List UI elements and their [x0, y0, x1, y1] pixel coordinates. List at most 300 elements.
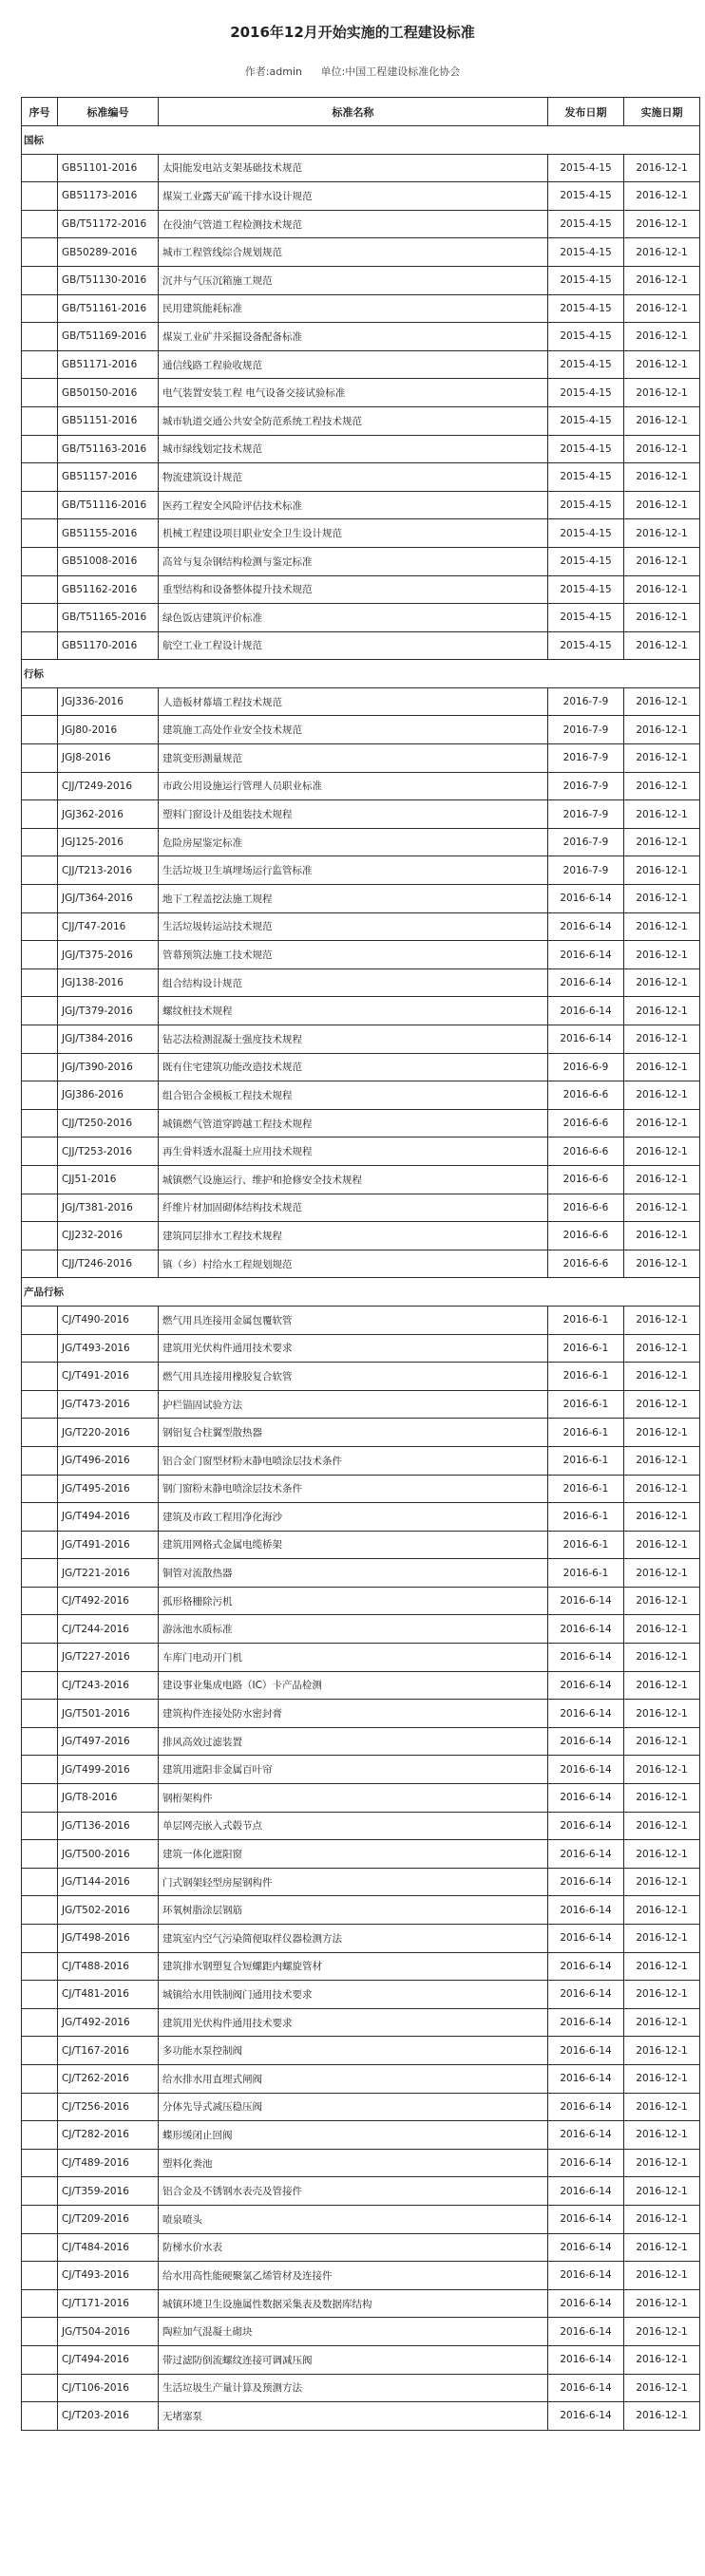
- cell-name: 建筑同层排水工程技术规程: [159, 1222, 548, 1250]
- cell-publish-date: 2016-7-9: [548, 800, 624, 829]
- cell-effective-date: 2016-12-1: [624, 2008, 700, 2037]
- table-row: [22, 1503, 700, 1532]
- cell-name: 建筑施工高处作业安全技术规范: [159, 716, 548, 744]
- cell-no: [22, 968, 58, 997]
- cell-no: [22, 1363, 58, 1391]
- cell-effective-date: 2016-12-1: [624, 1165, 700, 1194]
- table-row: [22, 154, 700, 182]
- cell-effective-date: 2016-12-1: [624, 800, 700, 829]
- cell-publish-date: 2016-6-6: [548, 1165, 624, 1194]
- table-row: [22, 1053, 700, 1081]
- cell-effective-date: 2016-12-1: [624, 772, 700, 800]
- table-row: [22, 2345, 700, 2374]
- cell-publish-date: 2015-4-15: [548, 210, 624, 238]
- cell-no: [22, 1165, 58, 1194]
- cell-name: 建筑变形测量规范: [159, 744, 548, 773]
- cell-effective-date: 2016-12-1: [624, 1390, 700, 1419]
- cell-no: [22, 1587, 58, 1615]
- table-row: [22, 2037, 700, 2065]
- cell-publish-date: 2016-6-14: [548, 941, 624, 969]
- cell-no: [22, 1503, 58, 1532]
- cell-name: 管幕预筑法施工技术规范: [159, 941, 548, 969]
- cell-effective-date: 2016-12-1: [624, 2037, 700, 2065]
- cell-no: [22, 1559, 58, 1588]
- cell-effective-date: 2016-12-1: [624, 519, 700, 548]
- cell-code: CJ/T171-2016: [58, 2289, 159, 2318]
- section-label: 国标: [22, 126, 700, 155]
- cell-no: [22, 1025, 58, 1054]
- section-label: 行标: [22, 660, 700, 688]
- cell-effective-date: 2016-12-1: [624, 406, 700, 435]
- cell-no: [22, 519, 58, 548]
- cell-publish-date: 2015-4-15: [548, 575, 624, 604]
- cell-effective-date: 2016-12-1: [624, 1756, 700, 1784]
- cell-effective-date: 2016-12-1: [624, 2318, 700, 2346]
- table-row: [22, 1109, 700, 1138]
- cell-name: 游泳池水质标准: [159, 1615, 548, 1644]
- cell-name: 纤维片材加固砌体结构技术规范: [159, 1194, 548, 1222]
- cell-code: JG/T221-2016: [58, 1559, 159, 1588]
- cell-effective-date: 2016-12-1: [624, 2205, 700, 2233]
- cell-effective-date: 2016-12-1: [624, 1671, 700, 1700]
- cell-no: [22, 406, 58, 435]
- cell-publish-date: 2016-6-14: [548, 1700, 624, 1728]
- cell-code: JGJ/T364-2016: [58, 885, 159, 913]
- cell-code: CJJ/T47-2016: [58, 912, 159, 941]
- cell-code: GB50150-2016: [58, 379, 159, 407]
- cell-effective-date: 2016-12-1: [624, 575, 700, 604]
- cell-code: JG/T136-2016: [58, 1812, 159, 1840]
- cell-name: 车库门电动开门机: [159, 1644, 548, 1672]
- cell-effective-date: 2016-12-1: [624, 1025, 700, 1054]
- cell-publish-date: 2016-6-14: [548, 1812, 624, 1840]
- cell-name: 城镇给水用铁制阀门通用技术要求: [159, 1981, 548, 2009]
- cell-effective-date: 2016-12-1: [624, 1081, 700, 1110]
- cell-code: CJJ/T246-2016: [58, 1250, 159, 1278]
- cell-no: [22, 1053, 58, 1081]
- cell-name: 给水用高性能硬聚氯乙烯管材及连接件: [159, 2262, 548, 2290]
- table-row: [22, 575, 700, 604]
- cell-publish-date: 2016-6-14: [548, 912, 624, 941]
- table-body: [22, 126, 700, 2431]
- cell-code: JGJ125-2016: [58, 828, 159, 856]
- cell-no: [22, 2262, 58, 2290]
- cell-name: 钢门窗粉末静电喷涂层技术条件: [159, 1475, 548, 1503]
- cell-publish-date: 2015-4-15: [548, 491, 624, 519]
- cell-no: [22, 182, 58, 211]
- table-row: [22, 1081, 700, 1110]
- cell-code: CJ/T244-2016: [58, 1615, 159, 1644]
- table-row: [22, 1250, 700, 1278]
- cell-publish-date: 2016-6-1: [548, 1334, 624, 1363]
- cell-publish-date: 2016-6-14: [548, 2008, 624, 2037]
- cell-code: CJJ51-2016: [58, 1165, 159, 1194]
- table-row: [22, 1700, 700, 1728]
- cell-code: JG/T501-2016: [58, 1700, 159, 1728]
- cell-code: CJ/T484-2016: [58, 2233, 159, 2262]
- cell-name: 沉井与气压沉箱施工规范: [159, 266, 548, 294]
- cell-name: 建设事业集成电路（IC）卡产品检测: [159, 1671, 548, 1700]
- cell-publish-date: 2015-4-15: [548, 406, 624, 435]
- table-row: [22, 1671, 700, 1700]
- cell-no: [22, 2374, 58, 2402]
- cell-publish-date: 2016-6-6: [548, 1138, 624, 1166]
- cell-name: 市政公用设施运行管理人员职业标准: [159, 772, 548, 800]
- cell-name: 陶粒加气混凝土砌块: [159, 2318, 548, 2346]
- cell-publish-date: 2015-4-15: [548, 154, 624, 182]
- cell-code: CJ/T494-2016: [58, 2345, 159, 2374]
- cell-effective-date: 2016-12-1: [624, 1419, 700, 1447]
- table-row: [22, 2093, 700, 2121]
- cell-name: 喷泉喷头: [159, 2205, 548, 2233]
- cell-publish-date: 2015-4-15: [548, 519, 624, 548]
- cell-name: 再生骨料透水混凝土应用技术规程: [159, 1138, 548, 1166]
- cell-name: 生活垃圾卫生填埋场运行监管标准: [159, 856, 548, 885]
- cell-code: JG/T227-2016: [58, 1644, 159, 1672]
- cell-no: [22, 2008, 58, 2037]
- cell-no: [22, 350, 58, 379]
- cell-name: 护栏锚固试验方法: [159, 1390, 548, 1419]
- cell-name: 镇（乡）村给水工程规划规范: [159, 1250, 548, 1278]
- cell-name: 燃气用具连接用橡胶复合软管: [159, 1363, 548, 1391]
- cell-effective-date: 2016-12-1: [624, 238, 700, 267]
- cell-publish-date: 2016-6-9: [548, 1053, 624, 1081]
- cell-publish-date: 2016-6-1: [548, 1306, 624, 1334]
- cell-effective-date: 2016-12-1: [624, 1194, 700, 1222]
- header-effective: 实施日期: [624, 98, 700, 126]
- cell-publish-date: 2016-6-1: [548, 1559, 624, 1588]
- cell-publish-date: 2016-6-1: [548, 1475, 624, 1503]
- section-row: [22, 1278, 700, 1307]
- cell-publish-date: 2016-6-1: [548, 1446, 624, 1475]
- cell-code: JGJ8-2016: [58, 744, 159, 773]
- cell-name: 既有住宅建筑功能改造技术规范: [159, 1053, 548, 1081]
- cell-code: JG/T498-2016: [58, 1925, 159, 1953]
- cell-name: 生活垃圾生产量计算及预测方法: [159, 2374, 548, 2402]
- cell-effective-date: 2016-12-1: [624, 604, 700, 632]
- table-row: [22, 1840, 700, 1869]
- cell-code: CJJ232-2016: [58, 1222, 159, 1250]
- cell-no: [22, 2037, 58, 2065]
- table-row: [22, 1194, 700, 1222]
- table-row: [22, 885, 700, 913]
- cell-publish-date: 2016-6-14: [548, 2318, 624, 2346]
- cell-no: [22, 1250, 58, 1278]
- cell-no: [22, 491, 58, 519]
- cell-no: [22, 1952, 58, 1981]
- cell-no: [22, 323, 58, 351]
- section-row: [22, 126, 700, 155]
- cell-name: 无堵塞泵: [159, 2402, 548, 2431]
- cell-code: CJ/T209-2016: [58, 2205, 159, 2233]
- table-row: [22, 1727, 700, 1756]
- cell-name: 螺纹桩技术规程: [159, 997, 548, 1025]
- table-row: [22, 1615, 700, 1644]
- cell-publish-date: 2016-6-1: [548, 1363, 624, 1391]
- cell-effective-date: 2016-12-1: [624, 1615, 700, 1644]
- table-row: [22, 997, 700, 1025]
- cell-name: 多功能水泵控制阀: [159, 2037, 548, 2065]
- cell-publish-date: 2016-6-1: [548, 1531, 624, 1559]
- cell-no: [22, 604, 58, 632]
- cell-name: 民用建筑能耗标准: [159, 294, 548, 323]
- cell-code: GB50289-2016: [58, 238, 159, 267]
- cell-no: [22, 266, 58, 294]
- table-row: [22, 547, 700, 575]
- cell-code: GB51162-2016: [58, 575, 159, 604]
- cell-no: [22, 2402, 58, 2431]
- table-row: [22, 1025, 700, 1054]
- cell-no: [22, 2289, 58, 2318]
- cell-publish-date: 2016-6-14: [548, 2233, 624, 2262]
- cell-name: 城市绿线划定技术规范: [159, 435, 548, 463]
- cell-no: [22, 1475, 58, 1503]
- cell-name: 燃气用具连接用金属包覆软管: [159, 1306, 548, 1334]
- cell-no: [22, 631, 58, 660]
- cell-publish-date: 2016-6-14: [548, 2121, 624, 2150]
- cell-code: CJ/T106-2016: [58, 2374, 159, 2402]
- cell-no: [22, 2233, 58, 2262]
- cell-code: JGJ80-2016: [58, 716, 159, 744]
- table-row: [22, 744, 700, 773]
- cell-publish-date: 2016-6-14: [548, 1952, 624, 1981]
- cell-name: 城市轨道交通公共安全防范系统工程技术规范: [159, 406, 548, 435]
- table-row: [22, 1334, 700, 1363]
- cell-name: 建筑用光伏构件通用技术要求: [159, 2008, 548, 2037]
- cell-name: 电气装置安装工程 电气设备交接试验标准: [159, 379, 548, 407]
- cell-code: GB51151-2016: [58, 406, 159, 435]
- cell-publish-date: 2016-7-9: [548, 856, 624, 885]
- cell-effective-date: 2016-12-1: [624, 1981, 700, 2009]
- table-row: [22, 631, 700, 660]
- page-title: 2016年12月开始实施的工程建设标准: [230, 24, 475, 41]
- table-row: [22, 1419, 700, 1447]
- table-row: [22, 379, 700, 407]
- cell-code: GB/T51163-2016: [58, 435, 159, 463]
- cell-effective-date: 2016-12-1: [624, 1334, 700, 1363]
- table-row: [22, 941, 700, 969]
- cell-effective-date: 2016-12-1: [624, 2093, 700, 2121]
- table-row: [22, 238, 700, 267]
- cell-effective-date: 2016-12-1: [624, 1559, 700, 1588]
- table-row: [22, 1756, 700, 1784]
- cell-no: [22, 1671, 58, 1700]
- cell-effective-date: 2016-12-1: [624, 1363, 700, 1391]
- cell-no: [22, 463, 58, 492]
- table-row: [22, 1559, 700, 1588]
- cell-name: 门式钢架轻型房屋钢构件: [159, 1868, 548, 1896]
- cell-name: 城镇燃气设施运行、维护和抢修安全技术规程: [159, 1165, 548, 1194]
- cell-name: 组合铝合金模板工程技术规程: [159, 1081, 548, 1110]
- table-row: [22, 2064, 700, 2093]
- cell-name: 煤炭工业露天矿疏干排水设计规范: [159, 182, 548, 211]
- cell-no: [22, 1756, 58, 1784]
- author: 作者:admin: [244, 66, 302, 78]
- cell-effective-date: 2016-12-1: [624, 1727, 700, 1756]
- cell-effective-date: 2016-12-1: [624, 2177, 700, 2206]
- table-row: [22, 2177, 700, 2206]
- table-row: [22, 968, 700, 997]
- cell-name: 重型结构和设备整体提升技术规范: [159, 575, 548, 604]
- cell-publish-date: 2016-7-9: [548, 687, 624, 716]
- cell-no: [22, 2177, 58, 2206]
- cell-name: 城镇环境卫生设施属性数据采集表及数据库结构: [159, 2289, 548, 2318]
- cell-effective-date: 2016-12-1: [624, 2345, 700, 2374]
- cell-name: 城镇燃气管道穿跨越工程技术规程: [159, 1109, 548, 1138]
- cell-code: CJ/T488-2016: [58, 1952, 159, 1981]
- cell-name: 钻芯法检测混凝土强度技术规程: [159, 1025, 548, 1054]
- cell-name: 给水排水用直埋式闸阀: [159, 2064, 548, 2093]
- cell-no: [22, 2121, 58, 2150]
- cell-effective-date: 2016-12-1: [624, 1952, 700, 1981]
- cell-effective-date: 2016-12-1: [624, 154, 700, 182]
- cell-effective-date: 2016-12-1: [624, 210, 700, 238]
- cell-name: 铝合金门窗型材粉末静电喷涂层技术条件: [159, 1446, 548, 1475]
- table-row: [22, 604, 700, 632]
- table-row: [22, 687, 700, 716]
- cell-no: [22, 294, 58, 323]
- cell-effective-date: 2016-12-1: [624, 1250, 700, 1278]
- cell-publish-date: 2016-6-14: [548, 1587, 624, 1615]
- cell-publish-date: 2016-6-14: [548, 1925, 624, 1953]
- table-row: [22, 1644, 700, 1672]
- cell-name: 航空工业工程设计规范: [159, 631, 548, 660]
- cell-code: CJJ/T213-2016: [58, 856, 159, 885]
- cell-name: 带过滤防倒流螺纹连接可调减压阀: [159, 2345, 548, 2374]
- cell-code: CJ/T282-2016: [58, 2121, 159, 2150]
- section-label: 产品行标: [22, 1278, 700, 1307]
- cell-code: JG/T473-2016: [58, 1390, 159, 1419]
- table-row: [22, 1138, 700, 1166]
- cell-publish-date: 2015-4-15: [548, 547, 624, 575]
- table-row: [22, 2121, 700, 2150]
- cell-name: 塑料化粪池: [159, 2149, 548, 2177]
- cell-publish-date: 2016-6-6: [548, 1081, 624, 1110]
- cell-code: GB/T51172-2016: [58, 210, 159, 238]
- cell-effective-date: 2016-12-1: [624, 1222, 700, 1250]
- cell-no: [22, 1981, 58, 2009]
- cell-no: [22, 687, 58, 716]
- cell-code: JG/T492-2016: [58, 2008, 159, 2037]
- header-no: 序号: [22, 98, 58, 126]
- cell-name: 铝合金及不锈钢水表壳及管接件: [159, 2177, 548, 2206]
- cell-name: 煤炭工业矿井采掘设备配备标准: [159, 323, 548, 351]
- cell-no: [22, 1138, 58, 1166]
- table-row: [22, 1812, 700, 1840]
- cell-code: JG/T497-2016: [58, 1727, 159, 1756]
- table-row: [22, 210, 700, 238]
- cell-publish-date: 2016-6-14: [548, 1756, 624, 1784]
- cell-publish-date: 2016-6-14: [548, 1868, 624, 1896]
- table-row: [22, 519, 700, 548]
- table-row: [22, 1868, 700, 1896]
- cell-name: 铜管对流散热器: [159, 1559, 548, 1588]
- cell-code: GB/T51161-2016: [58, 294, 159, 323]
- cell-publish-date: 2016-7-9: [548, 716, 624, 744]
- cell-no: [22, 1925, 58, 1953]
- cell-publish-date: 2016-6-14: [548, 1727, 624, 1756]
- cell-name: 分体先导式减压稳压阀: [159, 2093, 548, 2121]
- table-row: [22, 2233, 700, 2262]
- table-row: [22, 772, 700, 800]
- cell-effective-date: 2016-12-1: [624, 1700, 700, 1728]
- cell-no: [22, 1419, 58, 1447]
- table-row: [22, 1587, 700, 1615]
- cell-effective-date: 2016-12-1: [624, 1812, 700, 1840]
- cell-effective-date: 2016-12-1: [624, 2289, 700, 2318]
- cell-publish-date: 2016-6-14: [548, 2374, 624, 2402]
- cell-code: JGJ/T384-2016: [58, 1025, 159, 1054]
- unit: 单位:中国工程建设标准化协会: [320, 66, 461, 78]
- cell-no: [22, 885, 58, 913]
- cell-code: GB51173-2016: [58, 182, 159, 211]
- cell-code: JGJ/T381-2016: [58, 1194, 159, 1222]
- cell-name: 组合结构设计规范: [159, 968, 548, 997]
- cell-publish-date: 2015-4-15: [548, 435, 624, 463]
- cell-publish-date: 2016-6-14: [548, 1025, 624, 1054]
- cell-code: JG/T499-2016: [58, 1756, 159, 1784]
- table-row: [22, 1446, 700, 1475]
- cell-publish-date: 2016-6-1: [548, 1503, 624, 1532]
- cell-no: [22, 435, 58, 463]
- cell-effective-date: 2016-12-1: [624, 1446, 700, 1475]
- cell-effective-date: 2016-12-1: [624, 2121, 700, 2150]
- table-row: [22, 463, 700, 492]
- cell-code: GB/T51169-2016: [58, 323, 159, 351]
- cell-publish-date: 2016-6-14: [548, 2177, 624, 2206]
- cell-effective-date: 2016-12-1: [624, 2262, 700, 2290]
- cell-name: 建筑及市政工程用净化海沙: [159, 1503, 548, 1532]
- table-row: [22, 1925, 700, 1953]
- cell-publish-date: 2015-4-15: [548, 631, 624, 660]
- cell-publish-date: 2016-6-14: [548, 997, 624, 1025]
- cell-no: [22, 2205, 58, 2233]
- cell-no: [22, 716, 58, 744]
- table-row: [22, 2402, 700, 2431]
- cell-no: [22, 1727, 58, 1756]
- cell-publish-date: 2015-4-15: [548, 182, 624, 211]
- cell-effective-date: 2016-12-1: [624, 716, 700, 744]
- cell-publish-date: 2016-6-14: [548, 1644, 624, 1672]
- cell-no: [22, 1334, 58, 1363]
- cell-publish-date: 2016-7-9: [548, 744, 624, 773]
- cell-name: 在役油气管道工程检测技术规范: [159, 210, 548, 238]
- cell-effective-date: 2016-12-1: [624, 1868, 700, 1896]
- cell-effective-date: 2016-12-1: [624, 1531, 700, 1559]
- table-row: [22, 1390, 700, 1419]
- cell-effective-date: 2016-12-1: [624, 744, 700, 773]
- cell-name: 机械工程建设项目职业安全卫生设计规范: [159, 519, 548, 548]
- cell-code: CJ/T492-2016: [58, 1587, 159, 1615]
- cell-effective-date: 2016-12-1: [624, 350, 700, 379]
- cell-no: [22, 941, 58, 969]
- header-name: 标准名称: [159, 98, 548, 126]
- table-row: [22, 828, 700, 856]
- table-row: [22, 406, 700, 435]
- cell-effective-date: 2016-12-1: [624, 2233, 700, 2262]
- cell-effective-date: 2016-12-1: [624, 379, 700, 407]
- table-row: [22, 266, 700, 294]
- cell-code: GB/T51116-2016: [58, 491, 159, 519]
- table-row: [22, 1306, 700, 1334]
- cell-code: JG/T144-2016: [58, 1868, 159, 1896]
- cell-publish-date: 2016-6-6: [548, 1250, 624, 1278]
- table-row: [22, 294, 700, 323]
- cell-publish-date: 2015-4-15: [548, 266, 624, 294]
- cell-effective-date: 2016-12-1: [624, 1138, 700, 1166]
- cell-publish-date: 2016-6-14: [548, 2037, 624, 2065]
- cell-effective-date: 2016-12-1: [624, 828, 700, 856]
